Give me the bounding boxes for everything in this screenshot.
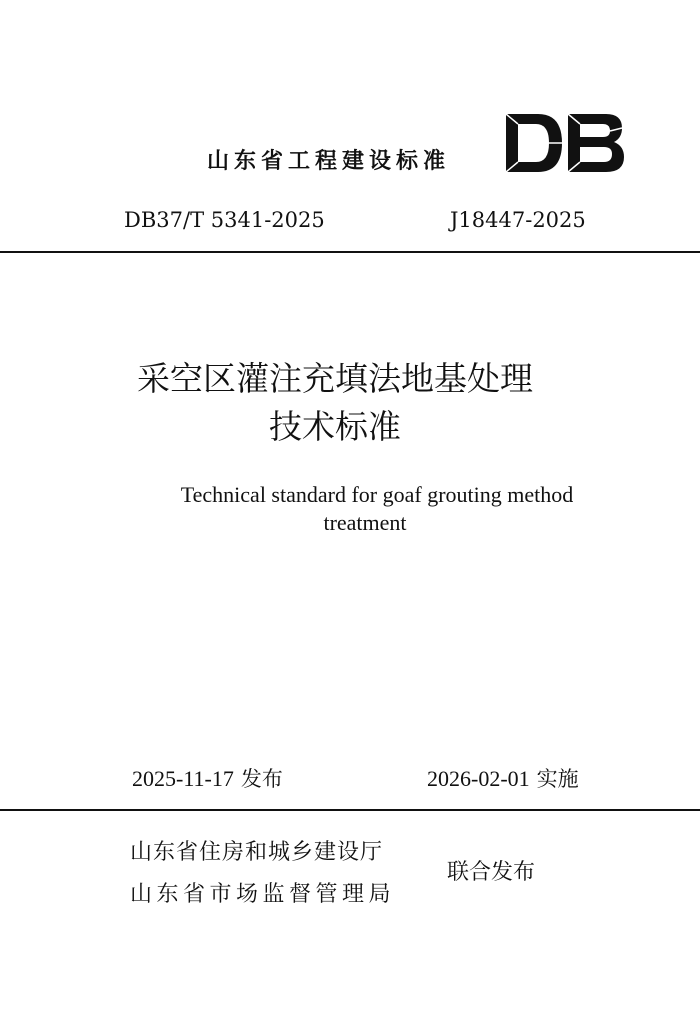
publisher-2: 山东省市场监督管理局: [130, 882, 396, 907]
top-divider: [0, 251, 700, 253]
title-en-line1: Technical standard for goaf grouting method: [180, 482, 574, 507]
joint-publish-label: 联合发布: [447, 860, 536, 885]
issue-label: 发布: [240, 767, 283, 791]
title-zh-line1: 采空区灌注充填法地基处理: [137, 359, 533, 398]
title-en-line2: treatment: [323, 510, 407, 535]
implement-date-group: [427, 768, 579, 791]
standard-type-title: 山东省工程建设标准: [207, 149, 451, 174]
db-logo: [502, 110, 628, 176]
title-zh-line2: 技术标准: [269, 407, 401, 446]
implement-date: 2026-02-01: [427, 766, 530, 791]
bottom-divider: [0, 809, 700, 811]
record-number: J18447-2025: [450, 208, 586, 232]
standard-number: DB37/T 5341-2025: [124, 208, 325, 232]
issue-date-group: [132, 768, 283, 791]
publisher-1: 山东省住房和城乡建设厅: [130, 840, 384, 865]
issue-date: 2025-11-17: [132, 766, 234, 791]
implement-label: 实施: [536, 767, 579, 791]
